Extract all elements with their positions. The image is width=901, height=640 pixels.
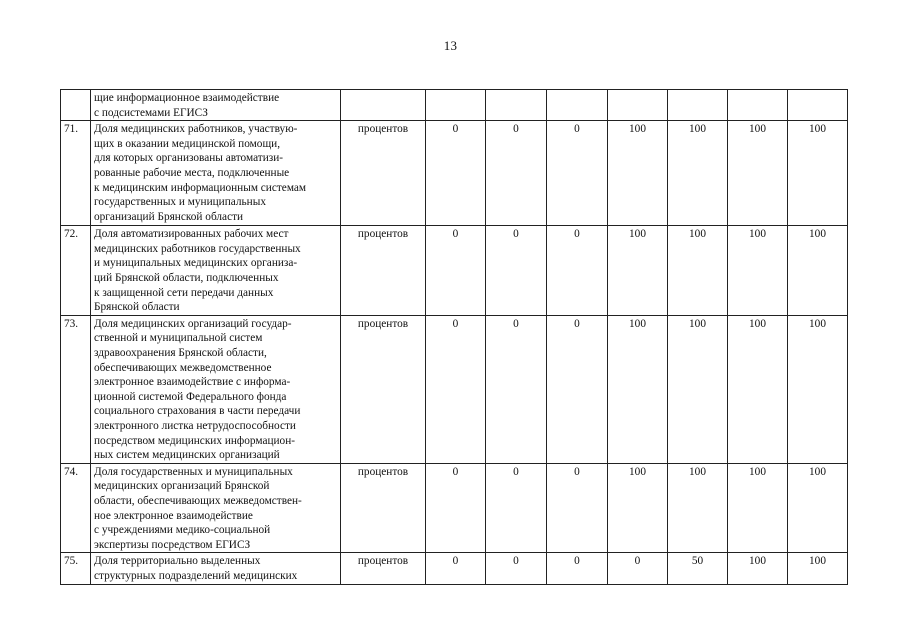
cell-value: 0 [426, 121, 486, 226]
cell-value [486, 90, 547, 121]
cell-value: 100 [788, 121, 848, 226]
cell-value [426, 90, 486, 121]
cell-unit: процентов [341, 553, 426, 584]
cell-value: 0 [547, 315, 608, 463]
table-row [61, 121, 848, 226]
cell-indicator-name: Доля автоматизированных рабочих мест медицинских работников государственных и муниципальных медицинских организа- ций Брянской области, подключенных к защищенной сети передачи данных Брянской области [91, 226, 341, 316]
cell-indicator-name: Доля территориально выделенных структурных подразделений медицинских [91, 553, 341, 584]
cell-unit [341, 90, 426, 121]
cell-value: 0 [426, 315, 486, 463]
cell-value: 100 [608, 121, 668, 226]
cell-value: 0 [426, 463, 486, 553]
indicators-table [60, 89, 848, 585]
cell-num: 71. [61, 121, 91, 226]
cell-value [608, 90, 668, 121]
cell-value: 100 [788, 463, 848, 553]
cell-indicator-name: Доля государственных и муниципальных медицинских организаций Брянской области, обеспечивающих межведомствен- ное электронное взаимодействие с учреждениями медико-социальной экспертизы посредством ЕГИСЗ [91, 463, 341, 553]
cell-value: 100 [728, 463, 788, 553]
table-row [61, 315, 848, 463]
cell-value: 100 [608, 463, 668, 553]
cell-num: 73. [61, 315, 91, 463]
cell-value: 100 [668, 121, 728, 226]
cell-indicator-name: щие информационное взаимодействие с подсистемами ЕГИСЗ [91, 90, 341, 121]
cell-value: 100 [728, 226, 788, 316]
cell-value: 0 [608, 553, 668, 584]
cell-value: 0 [486, 226, 547, 316]
cell-value [668, 90, 728, 121]
cell-unit: процентов [341, 463, 426, 553]
cell-unit: процентов [341, 121, 426, 226]
cell-value: 0 [486, 463, 547, 553]
cell-value: 0 [426, 553, 486, 584]
cell-value: 100 [728, 315, 788, 463]
cell-value: 0 [547, 121, 608, 226]
cell-value: 0 [547, 463, 608, 553]
cell-indicator-name: Доля медицинских работников, участвую- щих в оказании медицинской помощи, для которых организованы автоматизи- рованные рабочие места, подключенные к медицинским информационным системам государственных и муниципальных организаций Брянской области [91, 121, 341, 226]
cell-value: 0 [426, 226, 486, 316]
cell-value: 100 [668, 315, 728, 463]
cell-value [728, 90, 788, 121]
table-row [61, 226, 848, 316]
cell-value: 100 [788, 226, 848, 316]
page-number: 13 [443, 38, 458, 53]
cell-value: 100 [728, 121, 788, 226]
table-row [61, 463, 848, 553]
cell-value: 100 [608, 315, 668, 463]
cell-num: 72. [61, 226, 91, 316]
cell-value [788, 90, 848, 121]
cell-num: 75. [61, 553, 91, 584]
cell-value: 0 [547, 553, 608, 584]
cell-value: 100 [668, 463, 728, 553]
cell-value: 50 [668, 553, 728, 584]
cell-value: 100 [788, 315, 848, 463]
cell-num [61, 90, 91, 121]
cell-value: 0 [486, 553, 547, 584]
cell-value: 100 [668, 226, 728, 316]
cell-unit: процентов [341, 315, 426, 463]
cell-value: 0 [547, 226, 608, 316]
cell-value [547, 90, 608, 121]
cell-num: 74. [61, 463, 91, 553]
cell-value: 100 [728, 553, 788, 584]
cell-value: 100 [608, 226, 668, 316]
cell-unit: процентов [341, 226, 426, 316]
table-row [61, 553, 848, 584]
cell-indicator-name: Доля медицинских организаций государ- ственной и муниципальной систем здравоохранения Брянской области, обеспечивающих межведомственное электронное взаимодействие с информа- ционной системой Федерального фонда социального страхования в части передачи электронного листка нетрудоспособности посредством медицинских информацион- ных систем медицинских организаций [91, 315, 341, 463]
cell-value: 100 [788, 553, 848, 584]
table-row-continuation [61, 90, 848, 121]
cell-value: 0 [486, 121, 547, 226]
cell-value: 0 [486, 315, 547, 463]
